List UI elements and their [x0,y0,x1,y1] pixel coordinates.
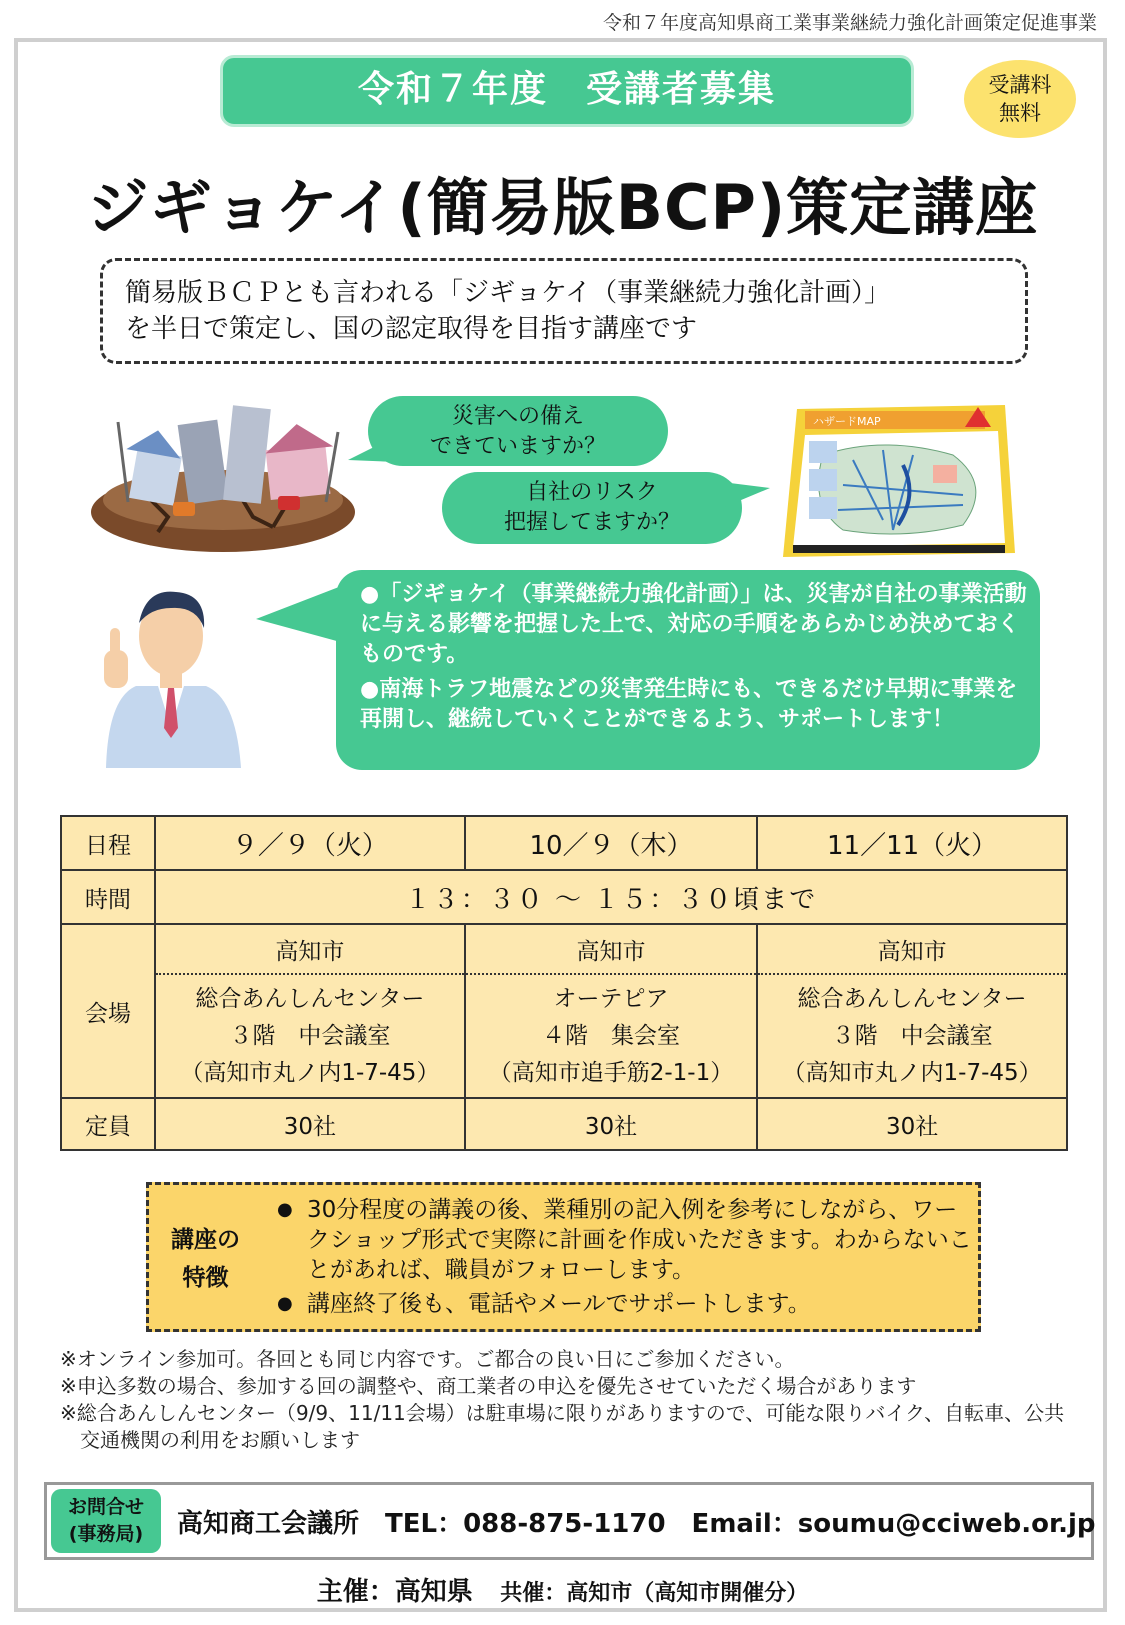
feature-item-1: ● 30分程度の講義の後、業種別の記入例を参考にしながら、ワークショップ形式で実際に計画を作成いただきます。わからないことがあれば、職員がフォローします。 [277,1195,977,1285]
session-2-date: 10／９（木） [465,816,757,870]
contact-heading [51,1489,161,1553]
notes [60,1346,1070,1454]
session-1-date: ９／９（火） [155,816,465,870]
businessman-illustration [96,578,246,768]
capacity-row [61,1098,1067,1150]
contact-heading-line2: (事務局) [68,1523,144,1545]
co-organizer: 共催：高知市（高知市開催分） [500,1581,809,1606]
features-heading [171,1221,240,1297]
session-2-room: ４階 集会室 [541,1022,680,1049]
free-badge [964,60,1076,138]
recruitment-banner: 令和７年度 受講者募集 [220,55,914,127]
session-3-address: （高知市丸ノ内1-7-45） [782,1059,1042,1086]
session-3-date: 11／11（火） [757,816,1067,870]
venue-detail-row [61,974,1067,1098]
features-list [277,1195,977,1323]
organizer: 主催：高知県 [316,1577,473,1607]
session-2-venue-name: オーテピア [553,985,669,1012]
hazard-map-illustration [783,405,1015,557]
bubble1-line1: 災害への備え [451,404,584,429]
session-2-address: （高知市追手筋2-1-1） [488,1059,734,1086]
info-point-1: ●「ジギョケイ（事業継続力強化計画）」は、災害が自社の事業活動に与える影響を把握した上で、対応の手順をあらかじめ決めておくものです。 [360,582,1027,667]
time-row [61,870,1067,924]
session-time: １３：３０ ～ １５：３０頃まで [155,870,1067,924]
venue-row-label: 会場 [61,924,155,1098]
capacity-row-label: 定員 [61,1098,155,1150]
free-badge-line2: 無料 [999,101,1041,125]
info-bubble-text [360,580,1030,740]
session-2-city: 高知市 [465,924,757,974]
session-3-venue-name: 総合あんしんセンター [797,985,1027,1012]
session-1-venue-name: 総合あんしんセンター [195,985,425,1012]
hazard-map-label: ハザードMAP [813,415,881,428]
schedule-table [60,815,1068,1151]
disaster-city-illustration [88,392,358,557]
bubble1-line2: できていますか？ [429,434,606,459]
note-2: ※申込多数の場合、参加する回の調整や、商工業者の申込を優先させていただく場合があります [60,1374,917,1398]
session-1-room: ３階 中会議室 [229,1022,391,1049]
free-badge-line1: 受講料 [988,73,1052,97]
session-1-capacity: 30社 [155,1098,465,1150]
session-2-capacity: 30社 [465,1098,757,1150]
session-3-room: ３階 中会議室 [831,1022,993,1049]
venue-city-row [61,924,1067,974]
intro-line2: を半日で策定し、国の認定取得を目指す講座です [125,314,698,344]
date-row-label: 日程 [61,816,155,870]
session-1-venue [155,974,465,1098]
session-3-city: 高知市 [757,924,1067,974]
intro-box [100,258,1028,364]
info-bubble-tail [256,585,346,645]
info-point-2: ●南海トラフ地震などの災害発生時にも、できるだけ早期に事業を再開し、継続していくことができるよう、サポートします！ [360,677,1018,732]
bubble2-line1: 自社のリスク [526,480,658,505]
contact-heading-line1: お問合せ [67,1496,144,1518]
bubble2-text [442,478,742,538]
date-row [61,816,1067,870]
bubble2-line2: 把握してますか？ [503,510,680,535]
contact-box [44,1482,1094,1560]
session-1-city: 高知市 [155,924,465,974]
features-heading-line2: 特徴 [182,1265,229,1291]
session-1-address: （高知市丸ノ内1-7-45） [180,1059,440,1086]
features-box [146,1182,981,1332]
session-2-venue [465,974,757,1098]
note-3: ※総合あんしんセンター（9/9、11/11会場）は駐車場に限りがありますので、可能な限りバイク、自転車、公共交通機関の利用をお願いします [60,1401,1065,1452]
feature-item-2: ● 講座終了後も、電話やメールでサポートします。 [277,1289,977,1319]
top-note: 令和７年度高知県商工業事業継続力強化計画策定促進事業 [602,12,1097,34]
session-3-capacity: 30社 [757,1098,1067,1150]
time-row-label: 時間 [61,870,155,924]
intro-line1: 簡易版ＢＣＰとも言われる「ジギョケイ（事業継続力強化計画）」 [125,278,891,308]
main-title: ジギョケイ(簡易版BCP)策定講座 [86,171,1039,244]
sponsor-line [0,1571,1125,1608]
note-1: ※オンライン参加可。各回とも同じ内容です。ご都合の良い日にご参加ください。 [60,1347,795,1371]
session-3-venue [757,974,1067,1098]
features-heading-line1: 講座の [171,1227,240,1253]
contact-details[interactable]: 高知商工会議所 TEL：088-875-1170 Email：soumu@cciweb.or.jp [177,1509,1096,1539]
bubble1-text [368,402,668,462]
